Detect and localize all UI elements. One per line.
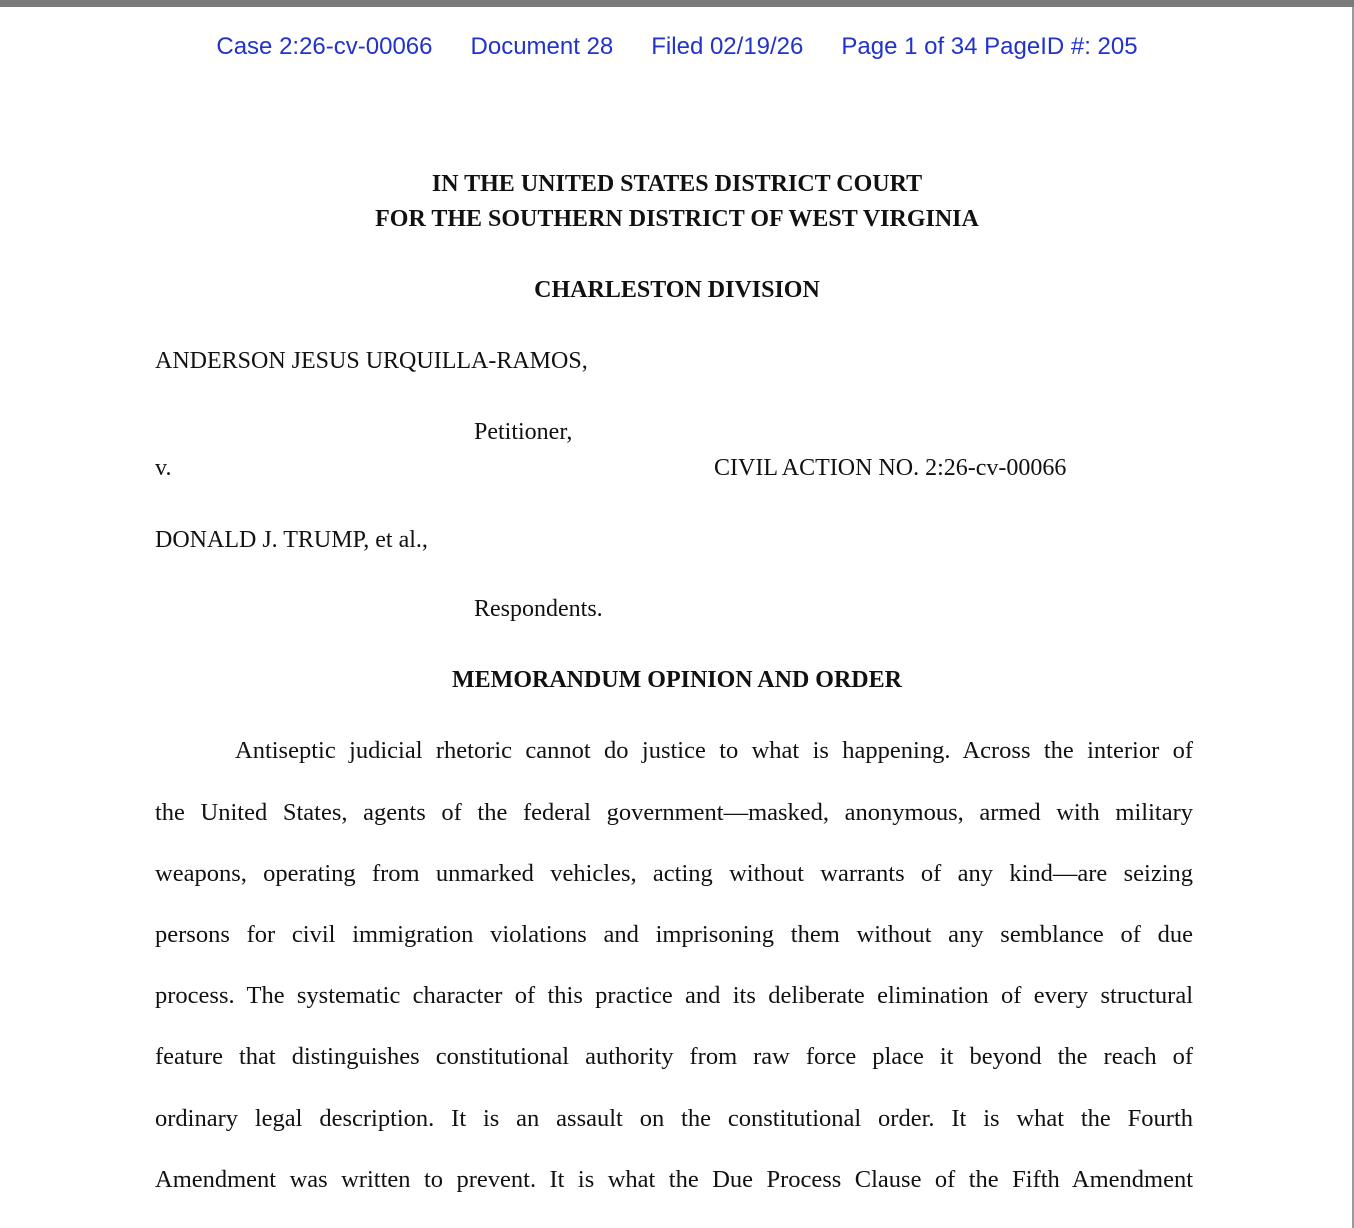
respondent-name: DONALD J. TRUMP, et al., (155, 527, 428, 553)
petitioner-name: ANDERSON JESUS URQUILLA-RAMOS, (155, 348, 588, 374)
body-line: feature that distinguishes constitutional authority from raw force place it beyond the reach of (155, 1043, 1193, 1070)
body-line: weapons, operating from unmarked vehicles, acting without warrants of any kind—are seizing (155, 860, 1193, 887)
body-line: ordinary legal description. It is an assault on the constitutional order. It is what the Fourth (155, 1105, 1193, 1132)
body-line: Antiseptic judicial rhetoric cannot do justice to what is happening. Across the interior of (235, 737, 1193, 764)
court-name-line2: FOR THE SOUTHERN DISTRICT OF WEST VIRGINIA (375, 206, 979, 232)
page-info: Page 1 of 34 PageID #: 205 (841, 33, 1138, 60)
document-number: Document 28 (470, 33, 614, 60)
filed-date: Filed 02/19/26 (651, 33, 804, 60)
body-line: persons for civil immigration violations and imprisoning them without any semblance of due (155, 921, 1193, 948)
respondent-role: Respondents. (474, 596, 603, 622)
ecf-header (0, 33, 1354, 61)
body-line: process. The systematic character of this practice and its deliberate elimination of every structural (155, 982, 1193, 1009)
body-line: Amendment was written to prevent. It is what the Due Process Clause of the Fifth Amendment (155, 1166, 1193, 1193)
division: CHARLESTON DIVISION (534, 277, 820, 303)
civil-action-number: CIVIL ACTION NO. 2:26-cv-00066 (714, 455, 1067, 481)
body-line: the United States, agents of the federal government—masked, anonymous, armed with military (155, 799, 1193, 826)
versus: v. (155, 455, 172, 481)
petitioner-role: Petitioner, (474, 419, 573, 445)
viewer-top-bar (0, 0, 1354, 7)
document-title: MEMORANDUM OPINION AND ORDER (452, 667, 902, 693)
case-number: Case 2:26-cv-00066 (216, 33, 433, 60)
court-name-line1: IN THE UNITED STATES DISTRICT COURT (431, 171, 923, 197)
